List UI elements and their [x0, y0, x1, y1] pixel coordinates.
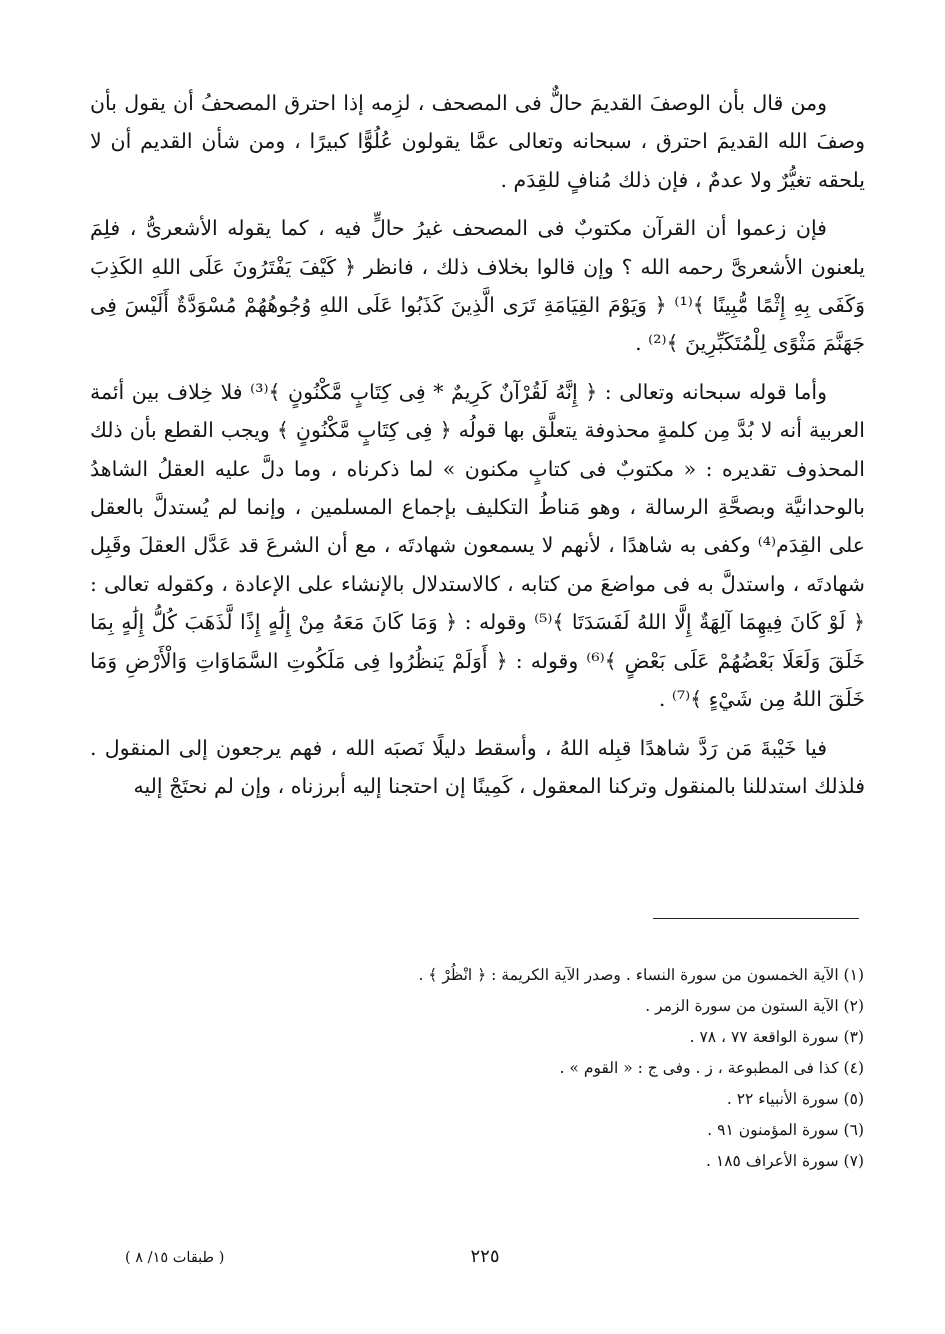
paragraph-4: فيا خَيْبةَ مَن رَدَّ شاهدًا قبِله اللهُ ، وأسقط دليلًا نَصبَه الله ، فهم يرجعون إلى المنقول . فلذلك استدللنا بالمنقول وتركنا المعقول ، كَمِينًا إن احتجنا إليه أبرزناه ، وإن لم نحتَجْ إليه [90, 735, 865, 798]
footnote-1: (١) الآية الخمسون من سورة النساء . وصدر الآية الكريمة : ﴿ انْظُرْ ﴾ . [418, 966, 864, 984]
paragraph-3: وأما قوله سبحانه وتعالى : ﴿ إِنَّهُ لَقُرْآنٌ كَرِيمٌ * فِى كِتَابٍ مَّكْنُونٍ ﴾⁽³⁾ فلا خِلاف بين أئمة العربية أنه لا بُدَّ مِن كلمةٍ محذوفة يتعلَّق بها قولُه ﴿ فِى كِتَابٍ مَّكْنُونٍ ﴾ ويجب القطع بأن ذلك المحذوف تقديره : « مكتوبٌ فى كتابٍ مكنون » لما ذكرناه ، وما دلَّ عليه العقلُ الشاهدُ بالوحدانيَّة وبصحَّةِ الرسالة ، وهو مَناطُ التكليف بإجماع المسلمين ، وإنما لم يُستدلَّ بالعقل على القِدَم⁽⁴⁾ وكفى به شاهدًا ، لأنهم لا يسمعون شهادتَه ، مع أن الشرعَ قد عَدَّل العقلَ وقَبِل شهادتَه ، واستدلَّ به فى مواضعَ من كتابه ، كالاستدلال بالإنشاء على الإعادة ، وكقوله تعالى : ﴿ لَوْ كَانَ فِيهِمَا آلِهَةٌ إِلَّا اللهُ لَفَسَدَتَا ﴾⁽⁵⁾ وقوله : ﴿ وَمَا كَانَ مَعَهُ مِنْ إِلَٰهٍ إِذًا لَّذَهَبَ كُلُّ إِلَٰهٍ بِمَا خَلَقَ وَلَعَلَا بَعْضُهُمْ عَلَى بَعْضٍ ﴾⁽⁶⁾ وقوله : ﴿ أَوَلَمْ يَنظُرُوا فِى مَلَكُوتِ السَّمَاوَاتِ وَالْأَرْضِ وَمَا خَلَقَ اللهُ مِن شَيْءٍ ﴾⁽⁷⁾ . [90, 379, 865, 712]
paragraph-2: فإن زعموا أن القرآن مكتوبٌ فى المصحف غيرُ حالٍّ فيه ، كما يقوله الأشعرىُّ ، فلِمَ يلعنون الأشعرىَّ رحمه الله ؟ وإن قالوا بخلاف ذلك ، فانظر ﴿ كَيْفَ يَفْتَرُونَ عَلَى اللهِ الكَذِبَ وَكَفَى بِهِ إِثْمًا مُّبِينًا ﴾⁽¹⁾ ﴿ وَيَوْمَ القِيَامَةِ تَرَى الَّذِينَ كَذَبُوا عَلَى اللهِ وُجُوهُهُمْ مُسْوَدَّةٌ أَلَيْسَ فِى جَهَنَّمَ مَثْوًى لِلْمُتَكَبِّرِينَ ﴾⁽²⁾ . [90, 216, 866, 356]
footnote-3: (٣) سورة الواقعة ٧٧ ، ٧٨ . [689, 1028, 864, 1046]
printer-signature: ( طبقات ١٥/ ٨ ) [125, 1250, 225, 1266]
footnote-4: (٤) كذا فى المطبوعة ، ز . وفى ج : « القوم » . [559, 1059, 864, 1077]
footnotes [150, 960, 864, 1177]
footnote-7: (٧) سورة الأعراف ١٨٥ . [706, 1152, 864, 1170]
main-text [90, 84, 865, 815]
footnote-6: (٦) سورة المؤمنون ٩١ . [707, 1121, 864, 1139]
footnote-5: (٥) سورة الأنبياء ٢٢ . [726, 1090, 864, 1108]
page-number: ٢٢٥ [470, 1246, 500, 1267]
footnote-2: (٢) الآية الستون من سورة الزمر . [645, 997, 864, 1015]
paragraph-1: ومن قال بأن الوصفَ القديمَ حالٌّ فى المصحف ، لزِمه إذا احترق المصحفُ أن يقول بأن وصفَ الله القديمَ احترق ، سبحانه وتعالى عمَّا يقولون عُلُوًّا كبيرًا ، ومن شأن القديم أن لا يلحقه تغيُّرٌ ولا عدمٌ ، فإن ذلك مُنافٍ للقِدَم . [90, 91, 865, 192]
footnote-separator [653, 918, 859, 919]
